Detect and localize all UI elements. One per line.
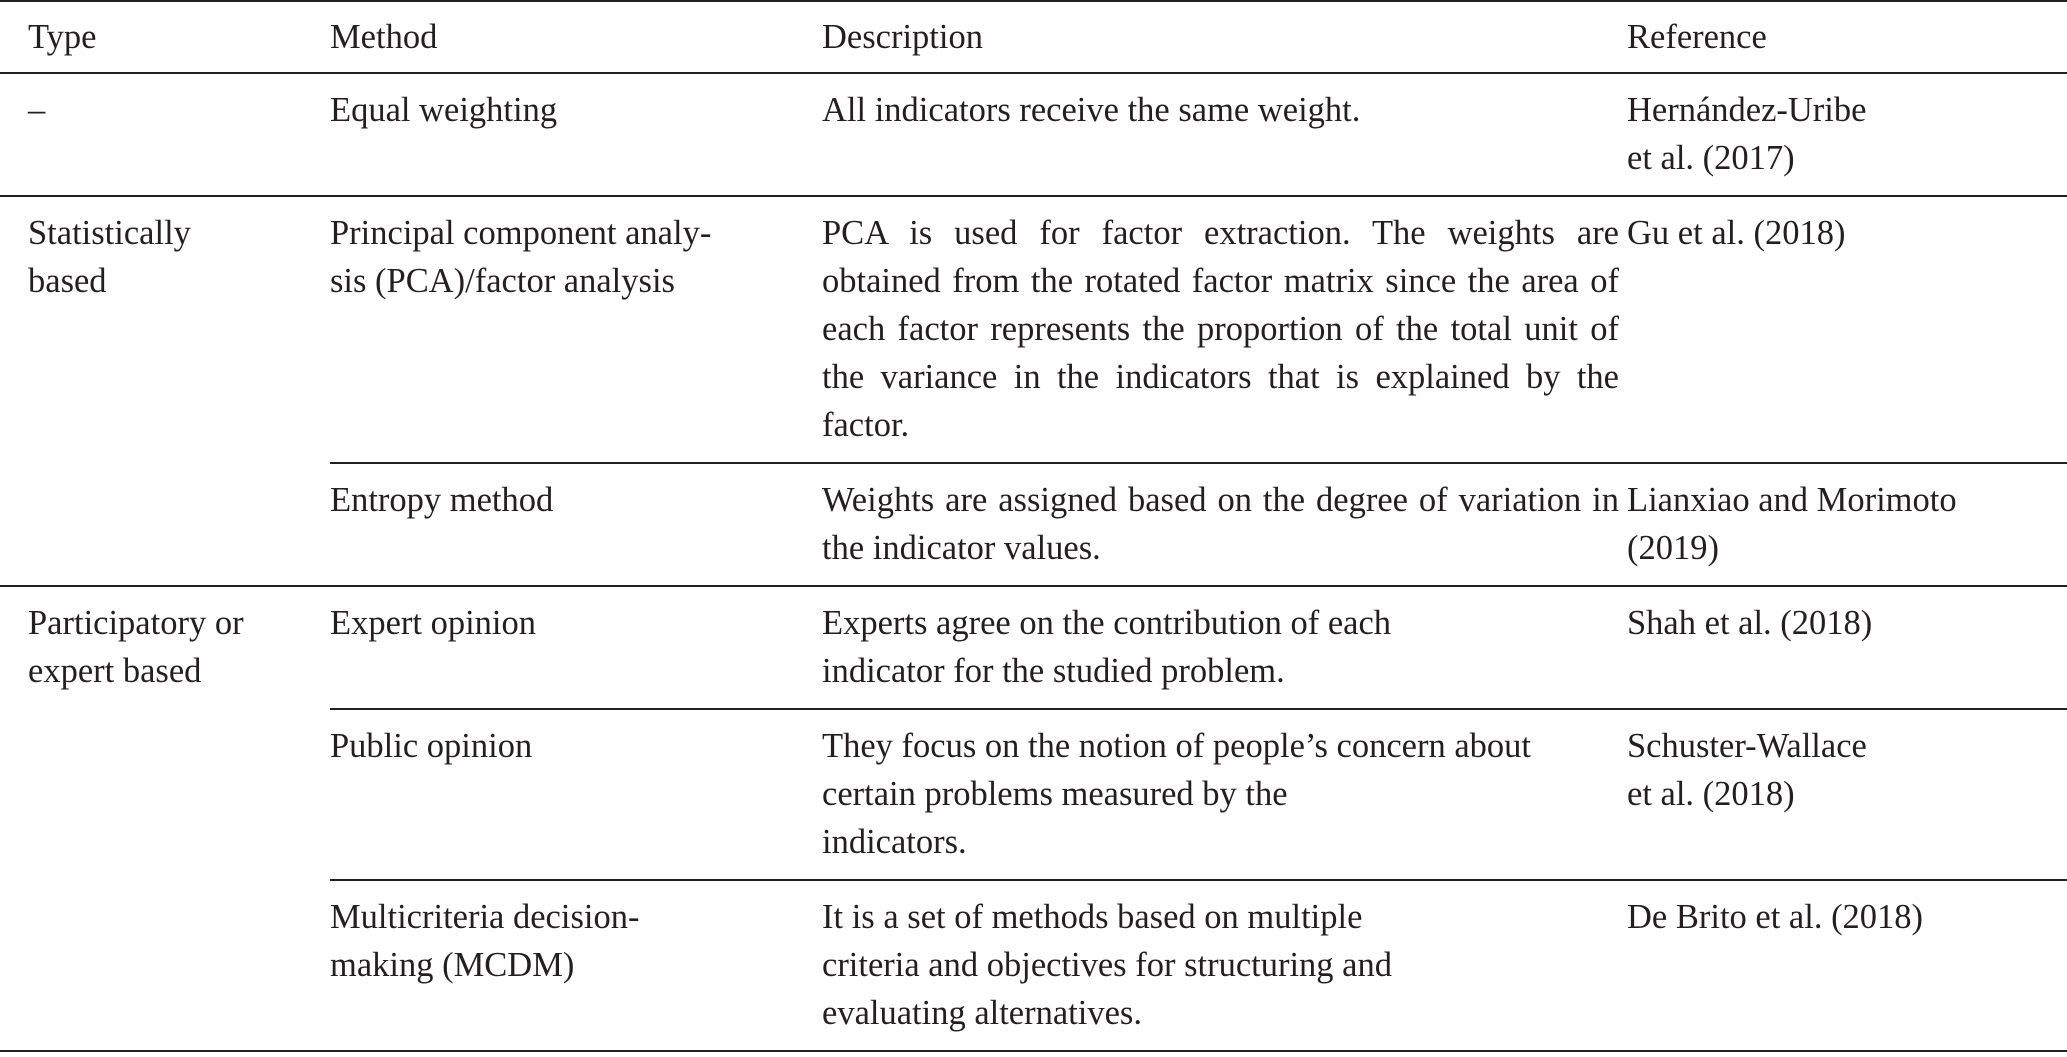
method-cell <box>330 586 822 709</box>
method-cell <box>330 880 822 1051</box>
method-text: Entropy method <box>330 481 554 519</box>
description-cell <box>822 880 1627 1051</box>
type-text: – <box>28 91 46 129</box>
table-row <box>0 196 2067 463</box>
reference-text: Lianxiao and Morimoto (2019) <box>1627 481 1957 567</box>
description-text: PCA is used for factor extraction. The weights are obtained from the rotated factor matrix since the area of each factor represents the proportion of the total unit of the variance in the indicators that is explained by the factor. <box>822 214 1619 444</box>
description-text: All indicators receive the same weight. <box>822 91 1361 129</box>
reference-cell <box>1627 709 2067 880</box>
table-row <box>0 73 2067 196</box>
description-text: Weights are assigned based on the degree of variation in the indicator values. <box>822 481 1619 567</box>
method-cell <box>330 709 822 880</box>
header-reference: Reference <box>1627 18 1767 56</box>
reference-cell <box>1627 463 2067 586</box>
table-body <box>0 73 2067 1051</box>
table-header <box>0 1 2067 73</box>
reference-text: Shah et al. (2018) <box>1627 604 1873 642</box>
description-cell <box>822 463 1627 586</box>
header-method: Method <box>330 18 438 56</box>
reference-text: De Brito et al. (2018) <box>1627 898 1924 936</box>
reference-cell <box>1627 196 2067 463</box>
header-row <box>0 1 2067 73</box>
type-cell <box>0 586 330 1051</box>
reference-cell <box>1627 73 2067 196</box>
method-text: Equal weighting <box>330 91 558 129</box>
type-cell <box>0 73 330 196</box>
description-cell <box>822 586 1627 709</box>
reference-text: Gu et al. (2018) <box>1627 214 1846 252</box>
description-cell <box>822 73 1627 196</box>
type-text: Statistically based <box>28 214 191 300</box>
method-text: Expert opinion <box>330 604 537 642</box>
description-text: It is a set of methods based on multiple criteria and objectives for structuring and evaluating alternatives. <box>822 898 1392 1032</box>
description-text: They focus on the notion of people’s concern about certain problems measured by the indicators. <box>822 727 1531 861</box>
type-text: Participatory or expert based <box>28 604 244 690</box>
method-cell <box>330 463 822 586</box>
reference-text: Hernández-Uribe et al. (2017) <box>1627 91 1867 177</box>
method-text: Public opinion <box>330 727 533 765</box>
description-text: Experts agree on the contribution of each indicator for the studied problem. <box>822 604 1392 690</box>
reference-cell <box>1627 880 2067 1051</box>
description-cell <box>822 196 1627 463</box>
description-cell <box>822 709 1627 880</box>
method-cell <box>330 196 822 463</box>
method-text: Principal component analy- sis (PCA)/factor analysis <box>330 214 712 300</box>
type-cell <box>0 196 330 586</box>
table-row <box>0 586 2067 709</box>
method-text: Multicriteria decision- making (MCDM) <box>330 898 640 984</box>
header-description: Description <box>822 18 983 56</box>
reference-text: Schuster-Wallace et al. (2018) <box>1627 727 1867 813</box>
header-type: Type <box>28 18 97 56</box>
method-cell <box>330 73 822 196</box>
reference-cell <box>1627 586 2067 709</box>
